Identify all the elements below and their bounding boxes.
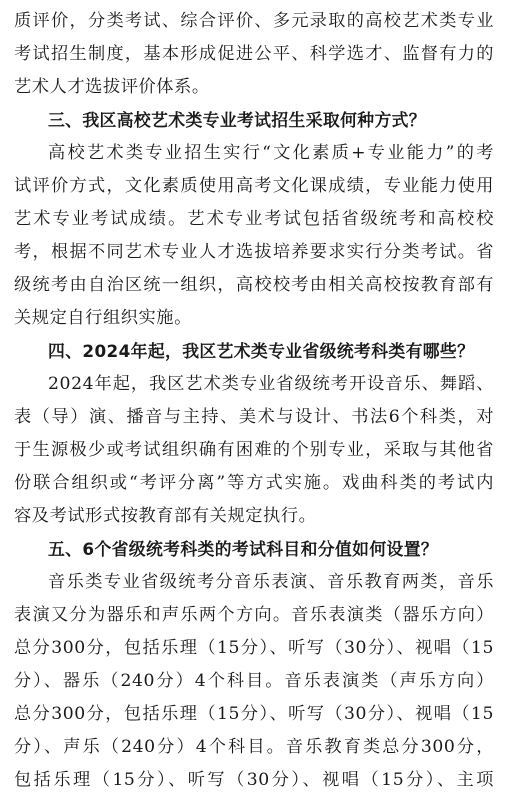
paragraph-line: 分）、器乐（240分）4个科目。音乐表演类（声乐方向） xyxy=(14,671,494,691)
paragraph-line: 总分300分，包括乐理（15分）、听写（30分）、视唱（15 xyxy=(14,704,494,724)
paragraph-line: 高校艺术类专业招生实行“文化素质+专业能力”的考 xyxy=(48,143,494,163)
paragraph-line: 表演又分为器乐和声乐两个方向。音乐表演类（器乐方向） xyxy=(14,605,494,625)
paragraph-line: 试评价方式，文化素质使用高考文化课成绩，专业能力使用 xyxy=(14,176,494,196)
paragraph-line: 容及考试形式按教育部有关规定执行。 xyxy=(14,506,317,526)
paragraph-line: 考，根据不同艺术专业人才选拔培养要求实行分类考试。省 xyxy=(14,242,494,262)
paragraph-line: 考试招生制度，基本形成促进公平、科学选才、监督有力的 xyxy=(14,44,494,64)
paragraph-line: 表（导）演、播音与主持、美术与设计、书法6个科类，对 xyxy=(14,407,494,427)
paragraph-line: 总分300分，包括乐理（15分）、听写（30分）、视唱（15 xyxy=(14,638,494,658)
paragraph-line: 艺术人才选拔评价体系。 xyxy=(14,77,210,97)
paragraph-line: 包括乐理（15分）、听写（30分）、视唱（15分）、主项 xyxy=(14,770,494,790)
section-heading-3: 三、我区高校艺术类专业考试招生采取何种方式？ xyxy=(48,110,426,130)
paragraph-line: 2024年起，我区艺术类专业省级统考开设音乐、舞蹈、 xyxy=(48,374,494,394)
paragraph-line: 质评价，分类考试、综合评价、多元录取的高校艺术类专业 xyxy=(14,11,494,31)
section-heading-5: 五、6个省级统考科类的考试科目和分值如何设置？ xyxy=(48,539,439,559)
paragraph-line: 分）、声乐（240分）4个科目。音乐教育类总分300分， xyxy=(14,737,494,757)
paragraph-line: 份联合组织或“考评分离”等方式实施。戏曲科类的考试内 xyxy=(14,473,494,493)
paragraph-line: 于生源极少或考试组织确有困难的个别专业，采取与其他省 xyxy=(14,440,494,460)
paragraph-line: 艺术专业考试成绩。艺术专业考试包括省级统考和高校校 xyxy=(14,209,494,229)
section-heading-4: 四、2024年起，我区艺术类专业省级统考科类有哪些？ xyxy=(48,341,475,361)
paragraph-line: 音乐类专业省级统考分音乐表演、音乐教育两类，音乐 xyxy=(48,572,494,592)
paragraph-line: 关规定自行组织实施。 xyxy=(14,308,192,328)
paragraph-line: 级统考由自治区统一组织，高校校考由相关高校按教育部有 xyxy=(14,275,494,295)
